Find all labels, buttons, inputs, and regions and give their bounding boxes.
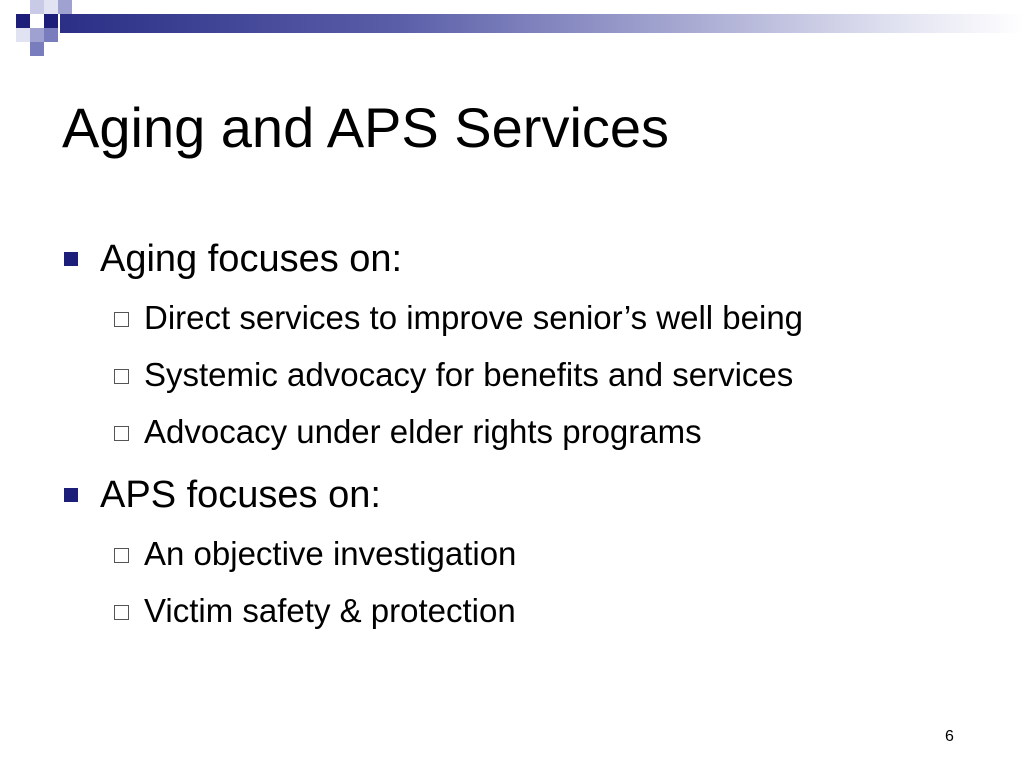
hollow-square-bullet-icon [114, 548, 129, 563]
bullet-text: Aging focuses on: [100, 238, 403, 280]
bullet-aging [64, 240, 402, 278]
sub-bullet [114, 594, 516, 627]
sub-bullet [114, 358, 793, 391]
page-number: 6 [945, 728, 954, 745]
square-bullet-icon [64, 252, 78, 266]
header-square [16, 28, 30, 42]
header-square [16, 14, 30, 28]
header-square [44, 0, 58, 14]
header-square [30, 28, 44, 42]
sub-bullet [114, 301, 803, 334]
sub-bullet-text: Advocacy under elder rights programs [144, 413, 702, 450]
header-square [44, 14, 58, 28]
slide-title: Aging and APS Services [62, 96, 670, 159]
bullet-aps [64, 476, 381, 514]
sub-bullet-text: An objective investigation [144, 535, 517, 572]
hollow-square-bullet-icon [114, 369, 129, 384]
sub-bullet-text: Systemic advocacy for benefits and services [144, 356, 794, 393]
sub-bullet-text: Victim safety & protection [144, 592, 516, 629]
sub-bullet [114, 537, 516, 570]
hollow-square-bullet-icon [114, 426, 129, 441]
sub-bullet-text: Direct services to improve senior’s well being [144, 299, 804, 336]
bullet-text: APS focuses on: [100, 474, 381, 516]
header-decoration [0, 0, 1024, 64]
header-square [30, 42, 44, 56]
header-square [30, 0, 44, 14]
header-square [58, 0, 72, 14]
header-square [44, 28, 58, 42]
hollow-square-bullet-icon [114, 312, 129, 327]
sub-bullet [114, 415, 702, 448]
square-bullet-icon [64, 488, 78, 502]
hollow-square-bullet-icon [114, 605, 129, 620]
header-gradient-bar [60, 14, 1024, 33]
